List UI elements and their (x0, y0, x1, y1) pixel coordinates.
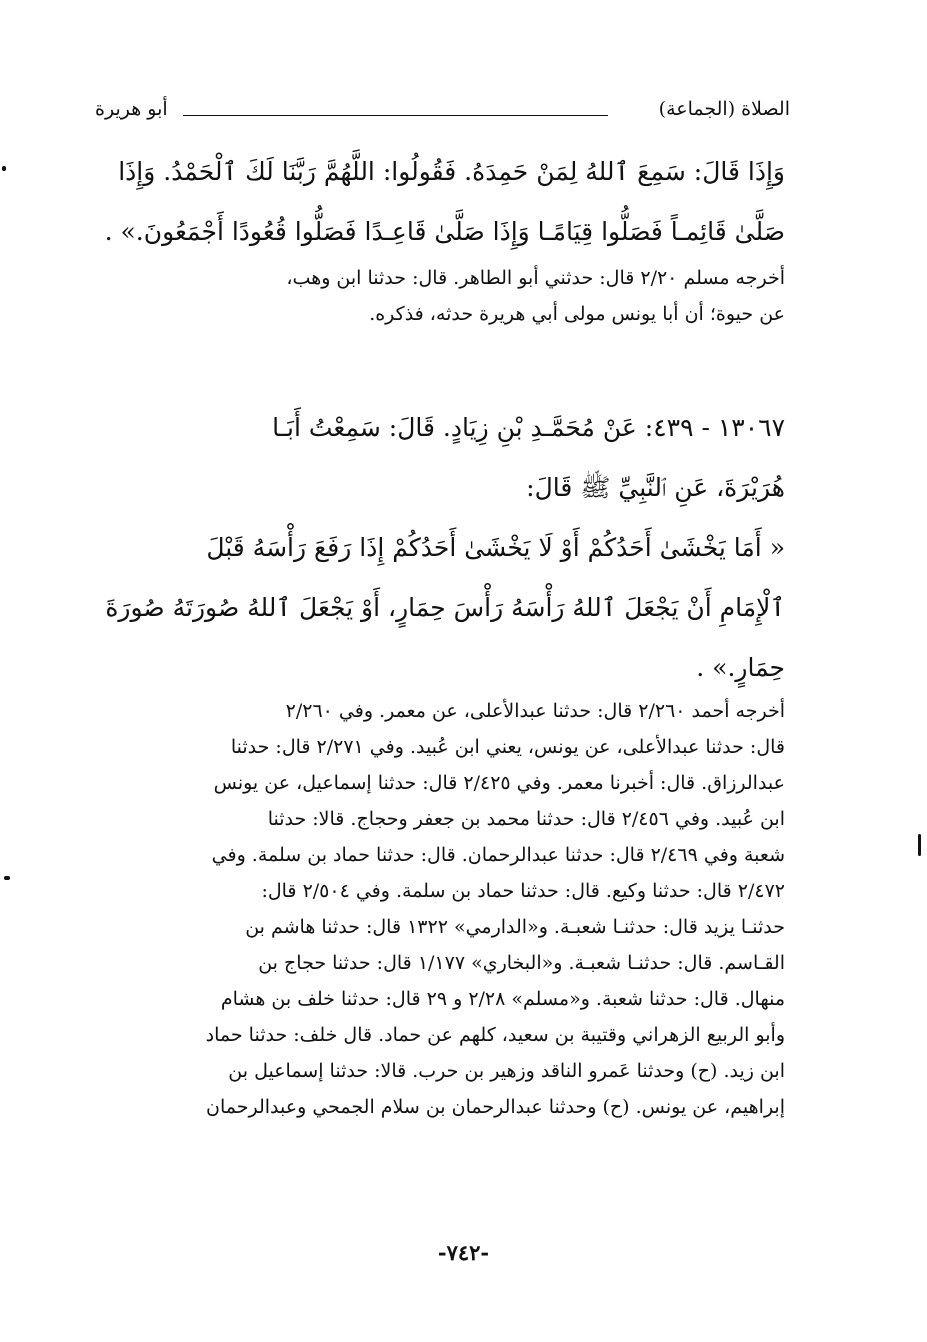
note-line: أخرجه مسلم ٢/٢٠ قال: حدثني أبو الطاهر. قال: حدثنا ابن وهب، (286, 267, 785, 289)
hadith-text-continued (95, 142, 785, 262)
note-line: عن حيوة؛ أن أبا يونس مولى أبي هريرة حدثه، فذكره. (369, 303, 785, 325)
chapter-title: الصلاة (الجماعة) (658, 98, 790, 120)
scan-speck (4, 876, 10, 880)
note-line: حدثنـا يزيد قال: حدثنـا شعبـة. و«الدارمي» ١٣٢٢ قال: حدثنا هاشم بن (245, 916, 785, 938)
hadith-line: صَلَّىٰ قَائِمـاً فَصَلُّوا قِيَامًـا وَإِذَا صَلَّىٰ قَاعِـدًا فَصَلُّوا قُعُودًا أَجْمَعُونَ.» . (104, 217, 785, 246)
hadith-line: ٱلْإِمَامِ أَنْ يَجْعَلَ ٱللهُ رَأْسَهُ رَأْسَ حِمَارٍ، أَوْ يَجْعَلَ ٱللهُ صُورَتَهُ صُورَةَ (105, 593, 785, 622)
scan-speck (2, 166, 6, 171)
hadith-line: وَإِذَا قَالَ: سَمِعَ ٱللهُ لِمَنْ حَمِدَهُ. فَقُولُوا: اللَّهُمَّ رَبَّنَا لَكَ ٱلْحَمْدُ. وَإِذَا (118, 157, 785, 186)
note-line: القـاسم. قال: حدثنـا شعبـة. و«البخاري» ١/١٧٧ قال: حدثنا حجاج بن (258, 952, 785, 974)
note-line: ابن زيد. (ح) وحدثنا عَمرو الناقد وزهير بن حرب. قالا: حدثنا إسماعيل بن (228, 1060, 785, 1082)
hadith-line: حِمَارٍ.» . (696, 653, 785, 682)
narrator-name: أبو هريرة (95, 98, 168, 120)
hadith-line: « أَمَا يَخْشَىٰ أَحَدُكُمْ أَوْ لَا يَخْشَىٰ أَحَدُكُمْ إِذَا رَفَعَ رَأْسَهُ قَبْلَ (206, 533, 785, 562)
note-line: ٢/٤٧٢ قال: حدثنا وكيع. قال: حدثنا حماد بن سلمة. وفي ٢/٥٠٤ قال: (261, 880, 785, 902)
scan-speck (918, 834, 921, 856)
hadith-text (95, 518, 785, 698)
hadith-heading-line: هُرَيْرَةَ، عَنِ ٱلنَّبِيِّ ﷺ قَالَ: (526, 473, 785, 502)
page-number: -٧٤٢- (437, 1240, 490, 1265)
note-line: أخرجه أحمد ٢/٢٦٠ قال: حدثنا عبدالأعلى، عن معمر. وفي ٢/٢٦٠ (285, 700, 785, 722)
takhrij-note (95, 260, 785, 332)
note-line: عبدالرزاق. قال: أخبرنا معمر. وفي ٢/٤٢٥ قال: حدثنا إسماعيل، عن يونس (213, 772, 785, 794)
takhrij-note (95, 693, 785, 1125)
running-header (95, 98, 790, 128)
note-line: وأبو الربيع الزهراني وقتيبة بن سعيد، كلهم عن حماد. قال خلف: حدثنا حماد (205, 1024, 785, 1046)
note-line: ابن عُبيد. وفي ٢/٤٥٦ قال: حدثنا محمد بن جعفر وحجاج. قالا: حدثنا (267, 808, 785, 830)
hadith-heading-line: ١٣٠٦٧ - ٤٣٩: عَنْ مُحَمَّـدِ بْنِ زِيَادٍ. قَالَ: سَمِعْتُ أَبَـا (272, 413, 785, 442)
note-line: إبراهيم، عن يونس. (ح) وحدثنا عبدالرحمان بن سلام الجمحي وعبدالرحمان (206, 1096, 785, 1118)
note-line: منهال. قال: حدثنا شعبة. و«مسلم» ٢/٢٨ و ٢٩ قال: حدثنا خلف بن هشام (220, 988, 785, 1010)
header-rule (183, 115, 608, 116)
note-line: شعبة وفي ٢/٤٦٩ قال: حدثنا عبدالرحمان. قال: حدثنا حماد بن سلمة. وفي (211, 844, 785, 866)
hadith-heading (95, 398, 785, 518)
note-line: قال: حدثنا عبدالأعلى، عن يونس، يعني ابن عُبيد. وفي ٢/٢٧١ قال: حدثنا (230, 736, 785, 758)
